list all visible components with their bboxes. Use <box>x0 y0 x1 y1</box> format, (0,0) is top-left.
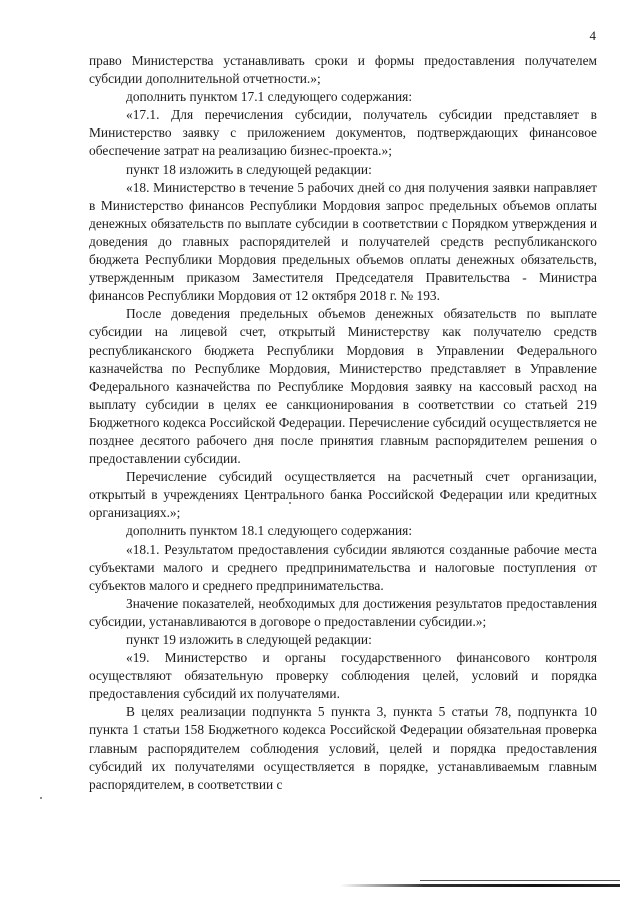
paragraph-19-check: В целях реализации подпункта 5 пункта 3, пункта 5 статьи 78, подпункта 10 пункта 1 статьи 158 Бюджетного кодекса Российской Федерации обязательная проверка главным распорядителем соблюдения условий, целей и порядка предоставления субсидий их получателями осуществляется в порядке, устанавливаемым главным распорядителем, в соответствии с <box>89 704 597 792</box>
paragraph-18-1-indicators: Значение показателей, необходимых для достижения результатов предоставления субсидии, устанавливаются в договоре о предоставлении субсидии.»; <box>89 595 597 629</box>
paragraph-continuation: право Министерства устанавливать сроки и формы предоставления получателем субсидии дополнительной отчетности.»; <box>89 53 597 87</box>
paragraph-amend-18-1: дополнить пунктом 18.1 следующего содержания: <box>126 523 413 539</box>
scan-speck <box>289 502 291 504</box>
paragraph-amend-17-1: дополнить пунктом 17.1 следующего содержания: <box>126 89 413 105</box>
scan-artifact-line <box>420 880 620 881</box>
scan-artifact-bar <box>340 884 620 887</box>
paragraph-17-1: «17.1. Для перечисления субсидии, получатель субсидии представляет в Министерство заявку с приложением документов, подтверждающих финансовое обеспечение затрат на реализацию бизнес-проекта.»; <box>89 107 597 159</box>
paragraph-18-transfer: После доведения предельных объемов денежных обязательств по выплате субсидии на лицевой счет, открытый Министерству как получателю средств республиканского бюджета Республики Мордовия в Управлении Федерального казначейства по Республике Мордовия, Министерство представляет в Управление Федерального казначейства по Республике Мордовия заявку на кассовый расход на выплату субсидии в целях ее санкционирования в соответствии со статьей 219 Бюджетного кодекса Российской Федерации. Перечисление субсидий осуществляется не позднее десятого рабочего дня после принятия главным распорядителем решения о предоставлении субсидии. <box>89 306 597 467</box>
document-body <box>89 52 597 794</box>
scan-speck <box>40 797 42 799</box>
paragraph-amend-18: пункт 18 изложить в следующей редакции: <box>126 161 372 177</box>
page-number: 4 <box>589 28 596 43</box>
paragraph-amend-19: пункт 19 изложить в следующей редакции: <box>126 632 372 647</box>
paragraph-18-1: «18.1. Результатом предоставления субсидии являются созданные рабочие места субъектами малого и среднего предпринимательства и налоговые поступления от субъектов малого и среднего предпринимательства. <box>89 541 597 593</box>
paragraph-18-account: Перечисление субсидий осуществляется на расчетный счет организации, открытый в учреждениях Центрального банка Российской Федерации или кредитных организациях.»; <box>89 469 597 521</box>
paragraph-19: «19. Министерство и органы государственного финансового контроля осуществляют обязательную проверку соблюдения целей, условий и порядка предоставления субсидий их получателями. <box>89 650 597 702</box>
paragraph-18: «18. Министерство в течение 5 рабочих дней со дня получения заявки направляет в Министерство финансов Республики Мордовия запрос предельных объемов оплаты денежных обязательств по выплате субсидии в соответствии с Порядком утверждения и доведения до главных распорядителей и получателей средств республиканского бюджета Республики Мордовия предельных объемов оплаты денежных обязательств, утвержденным приказом Заместителя Председателя Правительства - Министра финансов Республики Мордовия от 12 октября 2018 г. № 193. <box>89 179 597 304</box>
